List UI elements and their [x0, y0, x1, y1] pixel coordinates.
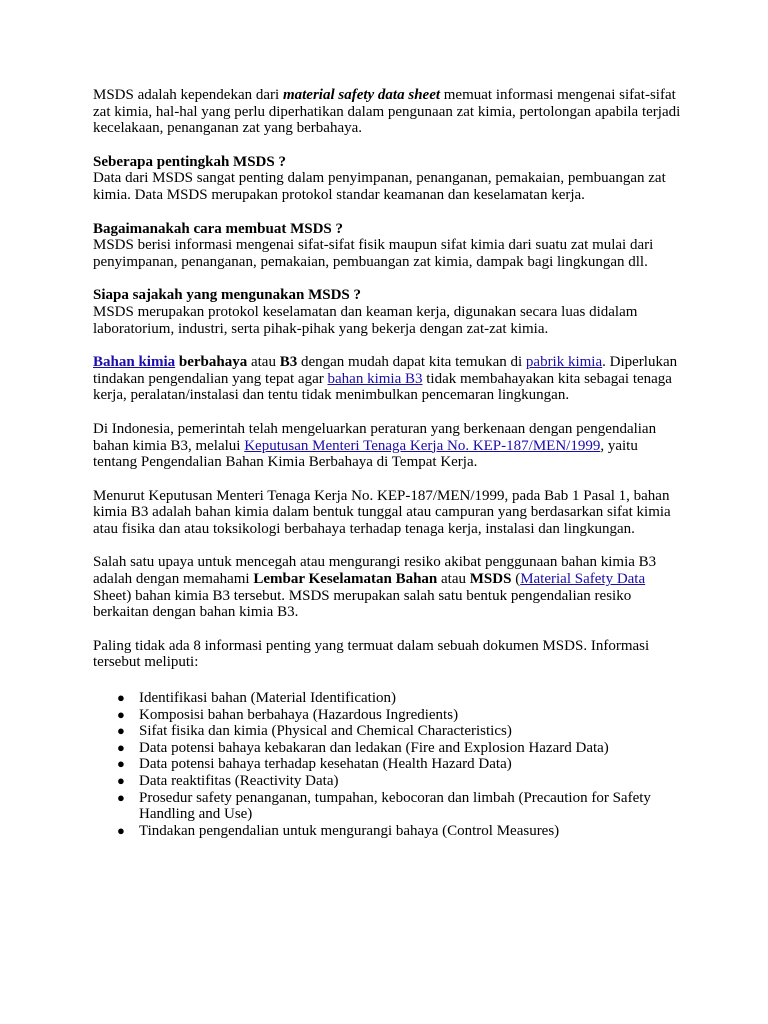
lembar-keselamatan-term: Lembar Keselamatan Bahan — [253, 571, 438, 588]
msds-text-3: ( — [511, 571, 521, 588]
bullet-icon: ● — [117, 773, 125, 788]
msds-text-4: Sheet) bahan kimia B3 tersebut. MSDS merupakan salah satu bentuk pengendalian resiko berkaitan dengan bahan kimia B3. — [93, 587, 632, 621]
list-item-text: Sifat fisika dan kimia (Physical and Chemical Characteristics) — [139, 723, 512, 740]
b3-text-3: . Diperlukan tindakan pengendalian yang tepat agar — [93, 354, 678, 387]
list-item — [117, 706, 683, 724]
bahan-kimia-link[interactable]: Bahan kimia — [93, 354, 176, 371]
bullet-icon: ● — [117, 723, 125, 739]
list-item-text: Prosedur safety penanganan, tumpahan, kebocoran dan limbah (Precaution for Safety Handling and Use) — [139, 789, 651, 823]
section-who — [93, 287, 683, 337]
list-item — [117, 723, 683, 740]
section-who-heading: Siapa sajakah yang mengunakan MSDS ? — [93, 287, 362, 304]
msds-text-2: atau — [437, 571, 470, 588]
definition-paragraph: Menurut Keputusan Menteri Tenaga Kerja No. KEP-187/MEN/1999, pada Bab 1 Pasal 1, bahan kimia B3 adalah bahan kimia dalam bentuk tunggal atau campuran yang berdasarkan sifat kimia atau fisika dan atau toksikologi berbahaya terhadap tenaga kerja, instalasi dan lingkungan. — [93, 487, 671, 537]
kepmen-link[interactable]: Keputusan Menteri Tenaga Kerja No. KEP-187/MEN/1999 — [244, 437, 601, 454]
list-item-text: Identifikasi bahan (Material Identification) — [139, 690, 396, 707]
b3-label: B3 — [279, 354, 298, 371]
bullet-icon: ● — [117, 706, 125, 722]
list-item — [117, 739, 683, 757]
intro-term: material safety data sheet — [282, 87, 441, 103]
section-how — [93, 221, 683, 271]
bullet-icon: ● — [117, 822, 125, 838]
regulation-text-2: , yaitu tentang Pengendalian Bahan Kimia Berbahaya di Tempat Kerja. — [93, 437, 638, 471]
list-item — [117, 789, 683, 823]
list-item — [117, 756, 683, 773]
section-how-heading: Bagaimanakah cara membuat MSDS ? — [93, 220, 344, 237]
bullet-icon: ● — [117, 789, 125, 805]
bahan-kimia-b3-link[interactable]: bahan kimia B3 — [327, 370, 423, 387]
section-how-body: MSDS berisi informasi mengenai sifat-sifat fisik maupun sifat kimia dari suatu zat mulai dari penyimpanan, penanganan, pemakaian, pembuangan zat kimia, dampak bagi lingkungan dll. — [93, 237, 654, 270]
b3-berbahaya: berbahaya — [175, 354, 248, 371]
list-item — [117, 690, 683, 707]
list-item-text: Data potensi bahaya terhadap kesehatan (Health Hazard Data) — [139, 756, 512, 773]
section-importance-heading: Seberapa pentingkah MSDS ? — [93, 153, 286, 170]
intro-text-2: memuat informasi mengenai sifat-sifat zat kimia, hal-hal yang perlu diperhatikan dalam pengunaan zat kimia, pertolongan apabila terjadi kecelakaan, penanganan zat yang berbahaya. — [93, 87, 681, 137]
material-safety-data-link[interactable]: Material Safety Data — [520, 571, 646, 588]
list-item-text: Komposisi bahan berbahaya (Hazardous Ingredients) — [139, 706, 459, 723]
section-importance-body: Data dari MSDS sangat penting dalam penyimpanan, penanganan, pemakaian, pembuangan zat kimia. Data MSDS merupakan protokol standar keamanan dan keselamatan kerja. — [93, 170, 666, 203]
bullet-icon: ● — [117, 690, 125, 706]
list-item — [117, 773, 683, 790]
pabrik-kimia-link[interactable]: pabrik kimia — [525, 354, 603, 371]
b3-text-2: dengan mudah dapat kita temukan di — [297, 354, 526, 371]
bullet-icon: ● — [117, 739, 125, 755]
bullet-icon: ● — [117, 756, 125, 772]
list-item — [117, 822, 683, 840]
regulation-text-1: Di Indonesia, pemerintah telah mengeluarkan peraturan yang berkenaan dengan pengendalian bahan kimia B3, melalui — [93, 420, 657, 454]
msds-term: MSDS — [469, 571, 512, 588]
msds-paragraph — [93, 554, 683, 620]
section-who-body: MSDS merupakan protokol keselamatan dan keaman kerja, digunakan secara luas didalam laboratorium, industri, serta pihak-pihak yang bekerja dengan zat-zat kimia. — [93, 303, 638, 337]
intro-text-1: MSDS adalah kependekan dari — [93, 87, 283, 103]
b3-text-1: atau — [247, 354, 280, 371]
list-item-text: Tindakan pengendalian untuk mengurangi bahaya (Control Measures) — [139, 822, 560, 839]
msds-info-list — [93, 690, 683, 839]
msds-text-1: Salah satu upaya untuk mencegah atau mengurangi resiko akibat penggunaan bahan kimia B3 adalah dengan memahami — [93, 554, 657, 588]
list-intro-paragraph: Paling tidak ada 8 informasi penting yang termuat dalam sebuah dokumen MSDS. Informasi tersebut meliputi: — [93, 637, 650, 671]
list-item-text: Data reaktifitas (Reactivity Data) — [139, 773, 339, 789]
document-body — [93, 87, 683, 839]
list-item-text: Data potensi bahaya kebakaran dan ledakan (Fire and Explosion Hazard Data) — [139, 739, 609, 756]
regulation-paragraph — [93, 421, 683, 471]
b3-text-4: tidak membahayakan kita sebagai tenaga kerja, peralatan/instalasi dan tentu tidak menimbulkan pencemaran lingkungan. — [93, 370, 672, 404]
b3-paragraph — [93, 354, 683, 404]
intro-paragraph — [93, 87, 683, 137]
section-importance — [93, 154, 683, 204]
